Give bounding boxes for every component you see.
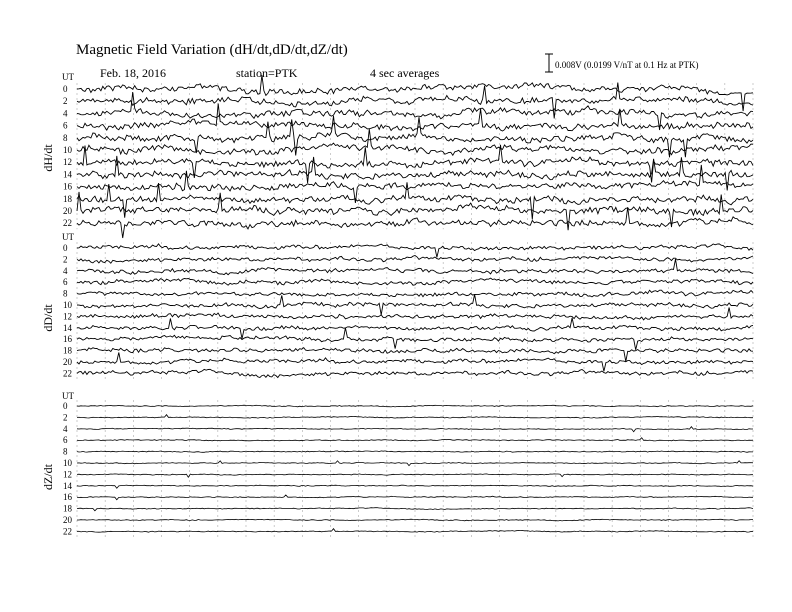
hour-label: 14 [63, 480, 72, 491]
hour-label: 16 [63, 181, 72, 192]
hour-label: 14 [63, 322, 72, 333]
trace-line [77, 207, 753, 238]
hour-label: 12 [63, 469, 72, 480]
hour-label: 2 [63, 412, 68, 423]
hour-label: 20 [63, 357, 72, 367]
hour-label: 2 [63, 254, 68, 265]
hour-label: 8 [63, 446, 68, 457]
date-label: Feb. 18, 2016 [100, 66, 166, 80]
hour-label: 6 [63, 120, 68, 131]
panel-dzdt [41, 391, 753, 537]
hour-label: 12 [63, 311, 72, 322]
hour-label: 2 [63, 96, 68, 107]
hour-label: 8 [63, 132, 68, 143]
hour-label: 4 [63, 265, 68, 276]
chart-title: Magnetic Field Variation (dH/dt,dD/dt,dZ/dt) [76, 42, 348, 58]
hour-label: 22 [63, 368, 72, 379]
hour-label: 10 [63, 145, 72, 155]
hour-label: 8 [63, 288, 68, 299]
station-label: station=PTK [236, 66, 298, 80]
hour-label: 4 [63, 108, 68, 119]
trace-line [77, 438, 753, 441]
panel-dhdt [41, 72, 753, 238]
hour-label: 18 [63, 193, 72, 204]
hour-label: 20 [63, 515, 72, 525]
hour-label: 6 [63, 435, 68, 446]
hour-label: 4 [63, 423, 68, 434]
trace-line [77, 116, 753, 157]
ut-label: UT [62, 391, 74, 401]
hour-label: 6 [63, 277, 68, 288]
hour-label: 10 [63, 458, 72, 468]
panels-group [41, 72, 753, 537]
panel-ylabel: dZ/dt [41, 464, 55, 490]
hour-label: 12 [63, 157, 72, 168]
averaging-label: 4 sec averages [370, 66, 440, 80]
hour-label: 16 [63, 334, 72, 345]
hour-label: 0 [63, 401, 68, 411]
hour-label: 0 [63, 243, 68, 253]
scale-note: 0.008V (0.0199 V/nT at 0.1 Hz at PTK) [555, 60, 699, 70]
hour-label: 18 [63, 345, 72, 356]
hour-label: 10 [63, 300, 72, 310]
hour-label: 20 [63, 206, 72, 216]
scale-bar [545, 54, 553, 72]
hour-label: 16 [63, 492, 72, 503]
hour-label: 22 [63, 526, 72, 537]
ut-label: UT [62, 72, 74, 82]
hour-label: 18 [63, 503, 72, 514]
hour-label: 0 [63, 84, 68, 94]
panel-ylabel: dD/dt [41, 304, 55, 332]
ut-label: UT [62, 232, 74, 242]
panel-dddt [41, 232, 753, 379]
trace-line [77, 278, 753, 285]
hour-label: 22 [63, 218, 72, 229]
hour-label: 14 [63, 169, 72, 180]
trace-line [77, 129, 753, 155]
trace-line [77, 451, 753, 452]
panel-ylabel: dH/dt [41, 144, 55, 172]
